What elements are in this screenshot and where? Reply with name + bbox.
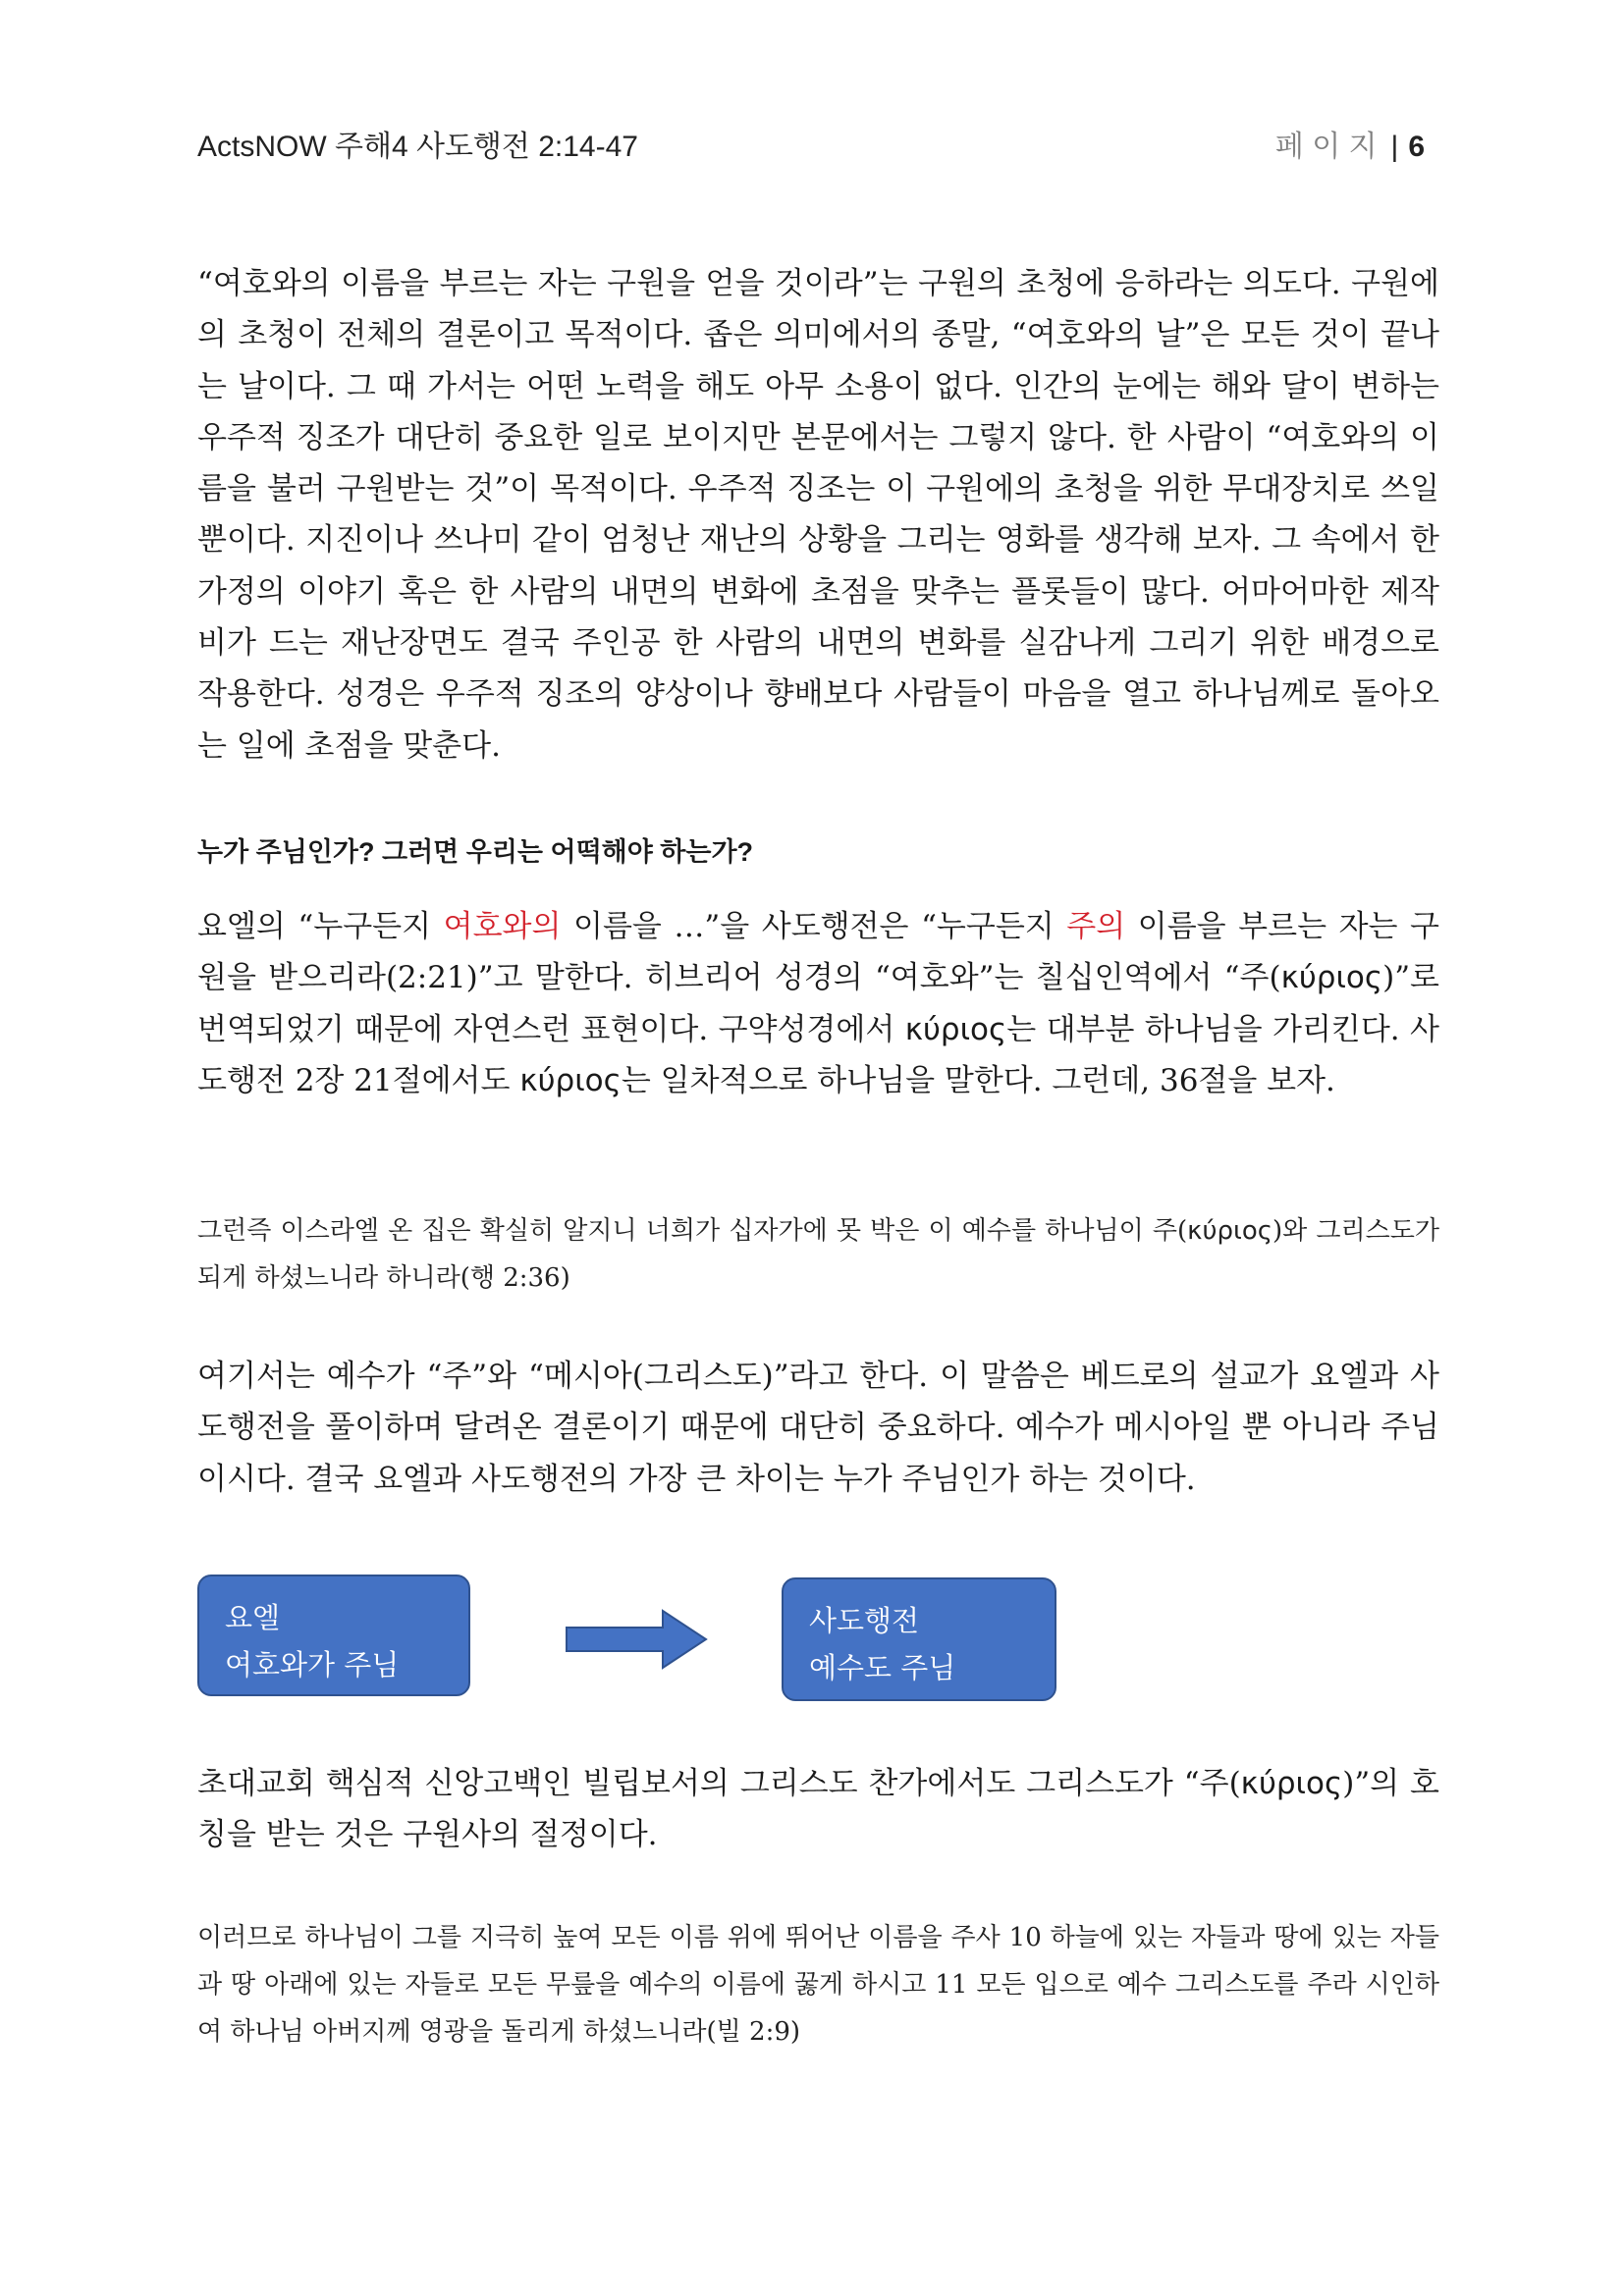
page-label: 페 이 지	[1274, 131, 1378, 163]
greek-kyrios: κύριος	[904, 1011, 1007, 1047]
page-header	[197, 122, 1425, 165]
section-heading: 누가 주님인가? 그러면 우리는 어떡해야 하는가?	[197, 837, 754, 867]
scripture-quote-philippians-2-9: 이러므로 하나님이 그를 지극히 높여 모든 이름 위에 뛰어난 이름을 주사 10 하늘에 있는 자들과 땅에 있는 자들과 땅 아래에 있는 자들로 모든 무릎을 예수의 이름에 꿇게 하시고 11 모든 입으로 예수 그리스도를 주라 시인하여 하나님 아버지께 영광을 돌리게 하셨느니라(빌 2:9)	[197, 1923, 1439, 2047]
greek-kyrios: κύριος	[1187, 1216, 1272, 1246]
para2-text-2: 이름을 …”을 사도행전은 “누구든지	[561, 909, 1067, 944]
joel-box-text: 여호와가 주님	[225, 1648, 400, 1682]
para2-text-1: 요엘의 “누구든지	[197, 909, 444, 944]
quote1-text-1: 그런즉 이스라엘 온 집은 확실히 알지니 너희가 십자가에 못 박은 이 예수를 하나님이 주(	[197, 1216, 1188, 1246]
joel-box	[197, 1575, 470, 1696]
paragraph-philippians	[197, 1758, 1439, 1861]
greek-kyrios: κύριος	[519, 1062, 622, 1098]
joel-box-title: 요엘	[225, 1601, 281, 1634]
para4-text-2: )”의 호칭을 받는 것은 구원사의 절정이다.	[197, 1766, 1439, 1853]
quote1-text-2: )와 그리스도가 되게 하셨느니라 하니라(행 2:36)	[197, 1216, 1439, 1293]
page-indicator	[1275, 122, 1425, 165]
highlight-yahweh: 여호와의	[443, 909, 562, 944]
acts-box-title: 사도행전	[809, 1604, 920, 1637]
page-separator: |	[1390, 131, 1399, 163]
greek-kyrios: κύριος	[1240, 1766, 1343, 1801]
para4-text-1: 초대교회 핵심적 신앙고백인 빌립보서의 그리스도 찬가에서도 그리스도가 “주(	[197, 1766, 1241, 1801]
acts-box-text: 예수도 주님	[809, 1651, 956, 1684]
scripture-quote-acts-2-36	[197, 1207, 1439, 1302]
para2-text-5: 는 대부분 하나님을 가리킨다. 사도행전 2장 21절에서도	[197, 1011, 1439, 1098]
paragraph-jesus-lord: 여기서는 예수가 “주”와 “메시아(그리스도)”라고 한다. 이 말씀은 베드로의 설교가 요엘과 사도행전을 풀이하며 달려온 결론이기 때문에 대단히 중요하다. 예수가 메시아일 뿐 아니라 주님이시다. 결국 요엘과 사도행전의 가장 큰 차이는 누가 주님인가 하는 것이다.	[197, 1359, 1439, 1497]
para2-text-4: )”로 번역되었기 때문에 자연스런 표현이다. 구약성경에서	[197, 960, 1439, 1047]
page-number: 6	[1408, 131, 1425, 163]
right-arrow-icon	[565, 1605, 712, 1674]
para2-text-3: 이름을 부르는 자는 구원을 받으리라(2:21)”고 말한다. 히브리어 성경의 “여호와”는 칠십인역에서 “주(	[197, 909, 1439, 996]
paragraph-joel-acts	[197, 901, 1439, 1106]
para2-text-6: 는 일차적으로 하나님을 말한다. 그런데, 36절을 보자.	[621, 1062, 1335, 1098]
acts-box	[782, 1577, 1056, 1701]
highlight-lord: 주의	[1066, 909, 1126, 944]
paragraph-salvation-invitation: “여호와의 이름을 부르는 자는 구원을 얻을 것이라”는 구원의 초청에 응하라는 의도다. 구원에의 초청이 전체의 결론이고 목적이다. 좁은 의미에서의 종말, “여호와의 날”은 모든 것이 끝나는 날이다. 그 때 가서는 어떤 노력을 해도 아무 소용이 없다. 인간의 눈에는 해와 달이 변하는 우주적 징조가 대단히 중요한 일로 보이지만 본문에서는 그렇지 않다. 한 사람이 “여호와의 이름을 불러 구원받는 것”이 목적이다. 우주적 징조는 이 구원에의 초청을 위한 무대장치로 쓰일 뿐이다. 지진이나 쓰나미 같이 엄청난 재난의 상황을 그리는 영화를 생각해 보자. 그 속에서 한 가정의 이야기 혹은 한 사람의 내면의 변화에 초점을 맞추는 플롯들이 많다. 어마어마한 제작비가 드는 재난장면도 결국 주인공 한 사람의 내면의 변화를 실감나게 그리기 위한 배경으로 작용한다. 성경은 우주적 징조의 양상이나 향배보다 사람들이 마음을 열고 하나님께로 돌아오는 일에 초점을 맞춘다.	[197, 266, 1439, 764]
document-title: ActsNOW 주해4 사도행전 2:14-47	[197, 131, 638, 163]
greek-kyrios: κύριος	[1280, 960, 1383, 996]
